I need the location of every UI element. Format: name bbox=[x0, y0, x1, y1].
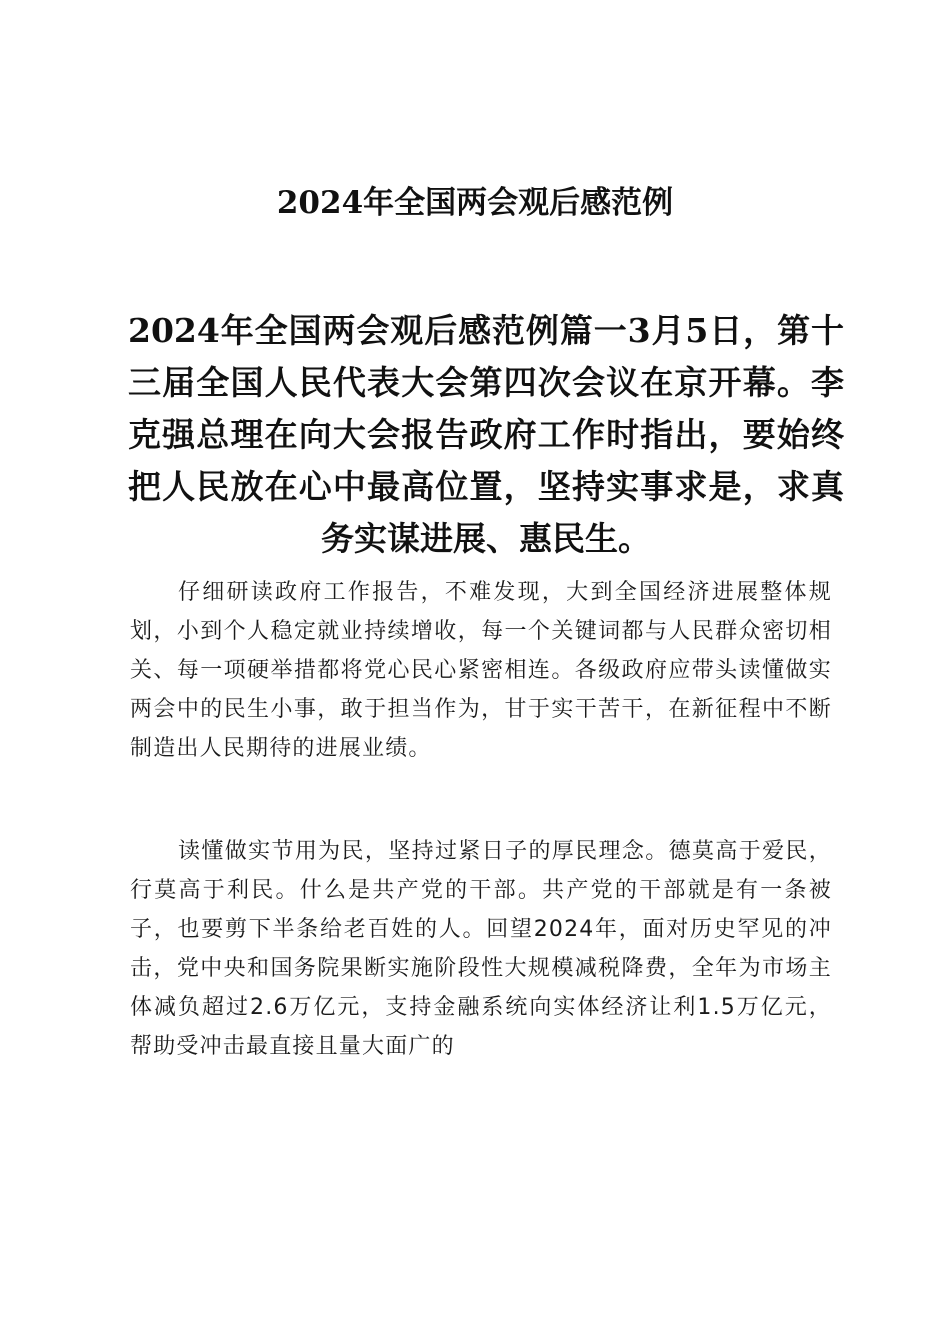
body-paragraph: 读懂做实节用为民，坚持过紧日子的厚民理念。德莫高于爱民，行莫高于利民。什么是共产党的干部。共产党的干部就是有一条被子，也要剪下半条给老百姓的人。回望2024年，面对历史罕见的冲击，党中央和国务院果断实施阶段性大规模减税降费，全年为市场主体减负超过2.6万亿元，支持金融系统向实体经济让利1.5万亿元，帮助受冲击最直接且量大面广的 bbox=[130, 839, 832, 1059]
body-paragraph: 仔细研读政府工作报告，不难发现，大到全国经济进展整体规划，小到个人稳定就业持续增收，每一个关键词都与人民群众密切相关、每一项硬举措都将党心民心紧密相连。各级政府应带头读懂做实两会中的民生小事，敢于担当作为，甘于实干苦干，在新征程中不断制造出人民期待的进展业绩。 bbox=[130, 580, 832, 761]
lead-paragraph: 2024年全国两会观后感范例篇一3月5日，第十三届全国人民代表大会第四次会议在京开幕。李克强总理在向大会报告政府工作时指出，要始终把人民放在心中最高位置，坚持实事求是，求真务实谋进展、惠民生。 bbox=[128, 311, 844, 558]
document-title: 2024年全国两会观后感范例 bbox=[276, 185, 674, 221]
